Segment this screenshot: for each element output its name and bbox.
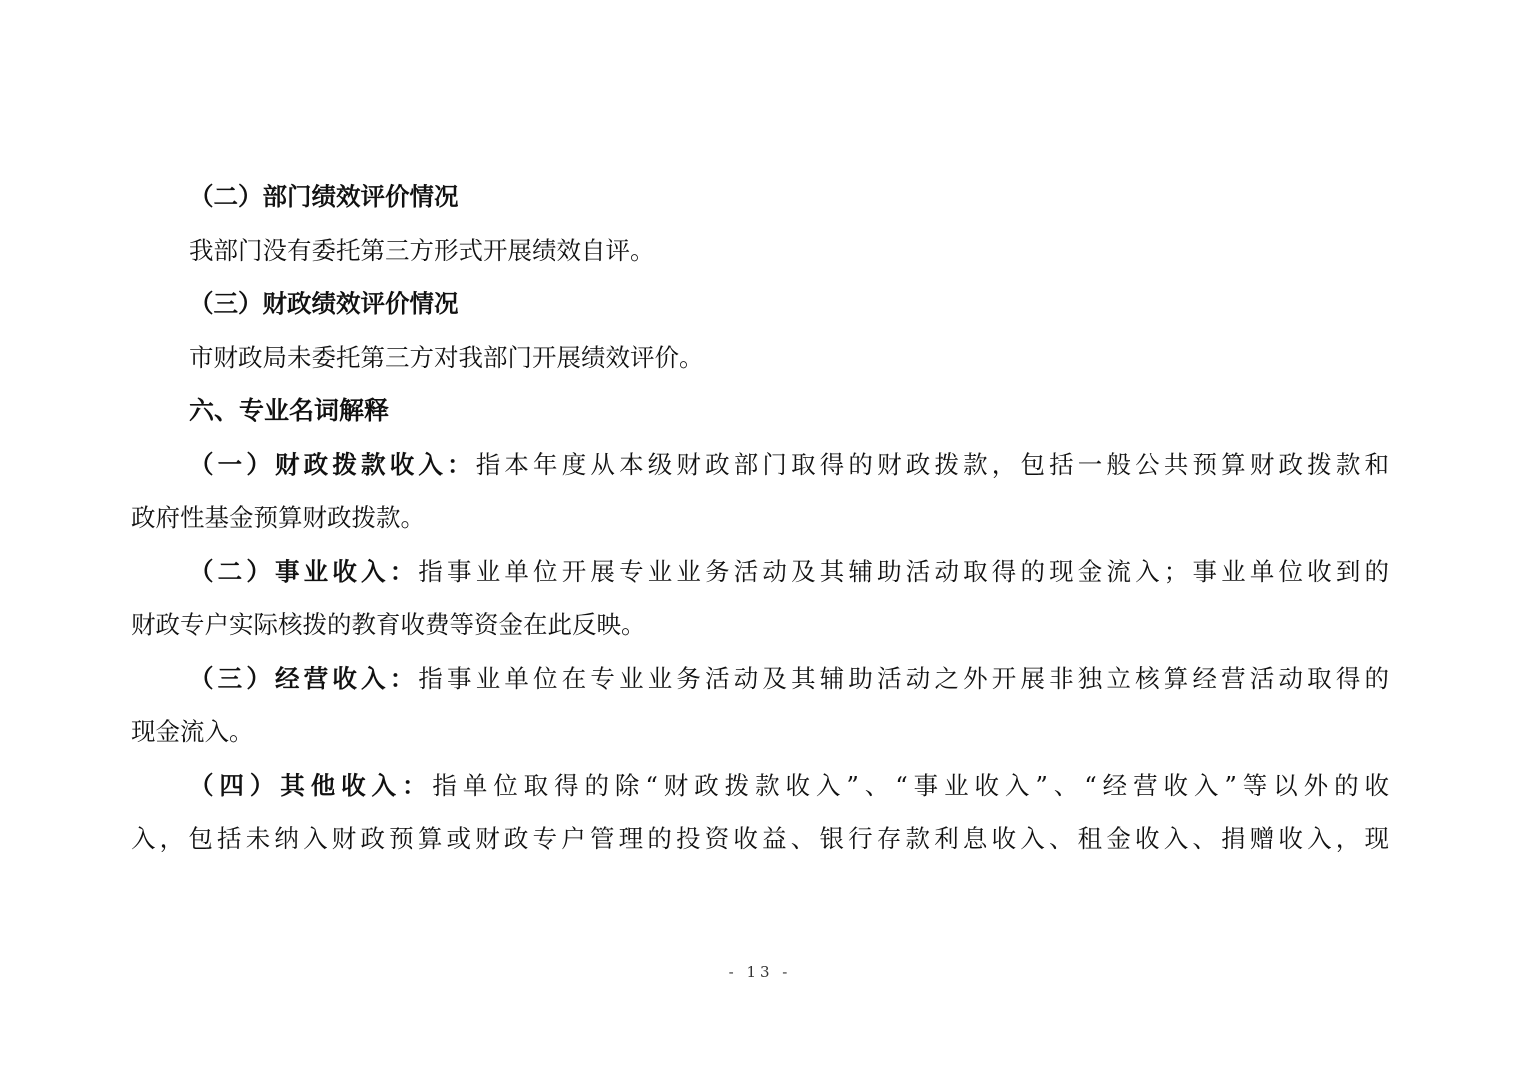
section-5-2-title: （二）部门绩效评价情况	[189, 182, 459, 211]
section-5-3-body: 市财政局未委托第三方对我部门开展绩效评价。	[189, 342, 704, 372]
section-5-3-title: （三）财政绩效评价情况	[189, 289, 459, 318]
page-number: - 13 -	[728, 963, 792, 981]
term-4-line-2: 入，包括未纳入财政预算或财政专户管理的投资收益、银行存款利息收入、租金收入、捐赠收入，现	[131, 824, 1389, 853]
section-5-2-body: 我部门没有委托第三方形式开展绩效自评。	[189, 235, 655, 265]
term-3-text: 指事业单位在专业业务活动及其辅助活动之外开展非独立核算经营活动取得的	[418, 663, 1389, 693]
term-1-label: （一）财政拨款收入：	[189, 449, 476, 479]
term-1-line-1	[131, 438, 1389, 492]
term-2-text: 指事业单位开展专业业务活动及其辅助活动取得的现金流入；事业单位收到的	[418, 556, 1389, 586]
section-6-title: 六、专业名词解释	[189, 396, 390, 425]
term-3-line-2: 现金流入。	[131, 717, 254, 746]
term-4-text: 指单位取得的除“财政拨款收入”、“事业收入”、“经营收入”等以外的收	[432, 770, 1389, 800]
term-1-line-2: 政府性基金预算财政拨款。	[131, 503, 425, 532]
term-3-line-1	[131, 652, 1389, 706]
term-1-text: 指本年度从本级财政部门取得的财政拨款，包括一般公共预算财政拨款和	[475, 449, 1389, 479]
term-2-line-2: 财政专户实际核拨的教育收费等资金在此反映。	[131, 610, 646, 639]
term-2-line-1	[131, 545, 1389, 599]
term-4-line-1	[131, 759, 1389, 813]
term-4-label: （四）其他收入：	[189, 770, 433, 800]
term-2-label: （二）事业收入：	[189, 556, 419, 586]
term-3-label: （三）经营收入：	[189, 663, 419, 693]
document-body	[131, 170, 1389, 866]
